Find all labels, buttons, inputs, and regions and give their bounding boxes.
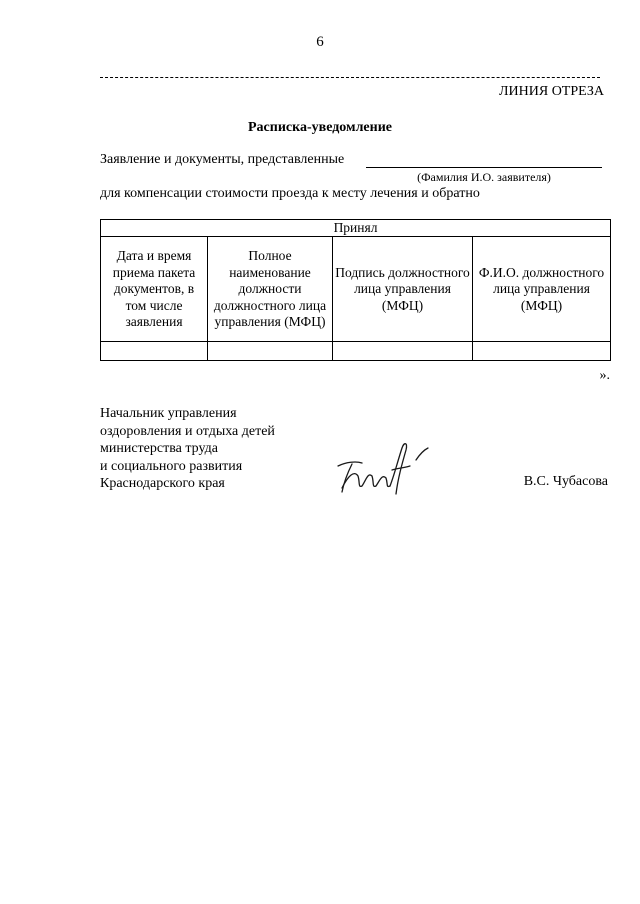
document-title: Расписка-уведомление [248,120,392,135]
signatory-name: В.С. Чубасова [523,474,608,489]
column-header-datetime: Дата и время приема пакета документов, в том числе заявления [101,237,208,342]
table-group-header: Принял [101,220,611,237]
cut-line [100,77,600,78]
signatory-title-block [100,405,275,493]
table-cell[interactable] [473,342,611,361]
closing-quote-mark: ». [599,368,610,383]
column-header-full-name: Ф.И.О. должностного лица управления (МФЦ) [473,237,611,342]
signatory-title-line: и социального развития [100,458,243,474]
table-cell[interactable] [333,342,473,361]
column-header-signature: Подпись должностного лица управления (МФЦ) [333,237,473,342]
cut-line-label: ЛИНИЯ ОТРЕЗА [499,84,604,99]
applicant-name-caption: (Фамилия И.О. заявителя) [417,170,551,184]
signatory-title-line: Начальник управления [100,406,237,421]
statement-line-2: для компенсации стоимости проезда к месту лечения и обратно [100,186,480,201]
signatory-title-line: Краснодарского края [100,476,225,491]
signatory-title-line: министерства труда [100,441,218,456]
table-cell[interactable] [208,342,333,361]
statement-line-1: Заявление и документы, представленные [100,152,345,167]
receipt-table [100,219,611,361]
page-number: 6 [316,34,324,50]
column-header-position: Полное наименование должности должностного лица управления (МФЦ) [208,237,333,342]
handwritten-signature [332,436,432,498]
signatory-title-line: оздоровления и отдыха детей [100,423,275,439]
table-group-header-row [101,220,611,237]
table-row [101,342,611,361]
applicant-name-fill-line [366,167,602,168]
table-header-row [101,237,611,342]
table-cell[interactable] [101,342,208,361]
